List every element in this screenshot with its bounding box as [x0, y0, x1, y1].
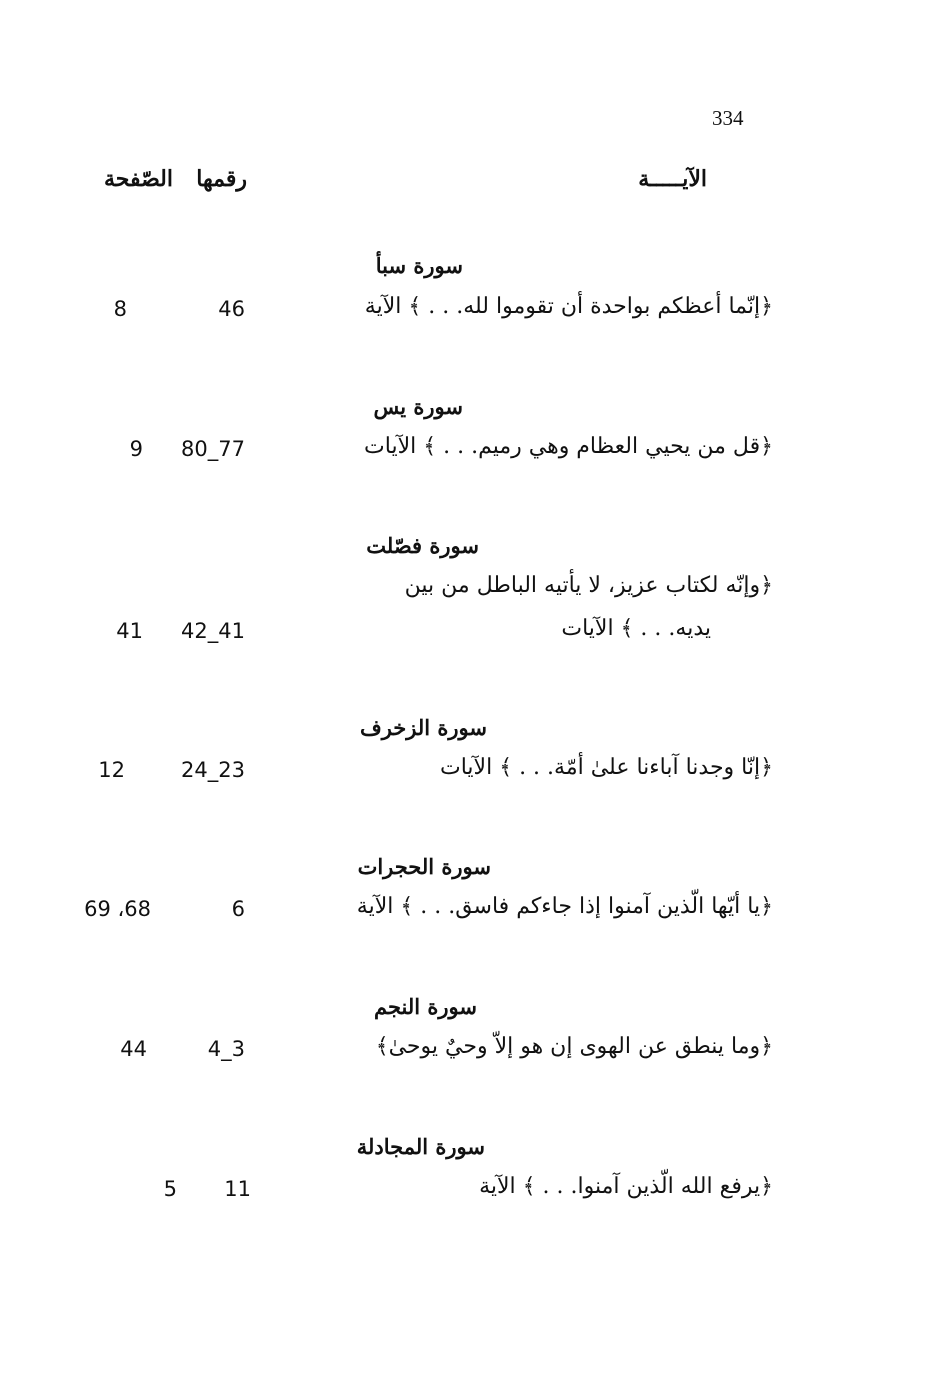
verse-number: 46: [218, 297, 245, 321]
surah-title: سورة يس: [373, 394, 463, 419]
verse-number: 4_3: [207, 1037, 245, 1061]
verse-page: 8: [113, 297, 127, 321]
verse-page: 5: [163, 1177, 177, 1201]
verse-number: 80_77: [181, 437, 245, 461]
verse-line: ﴿وإنّه لكتاب عزيز، لا يأتيه الباطل من بين: [404, 573, 773, 598]
header-page: الصّفحة: [103, 166, 173, 192]
verse-line: ﴿يرفع الله الّذين آمنوا. . . ﴾ الآية: [479, 1174, 773, 1199]
surah-title: سورة المجادلة: [356, 1134, 485, 1159]
verse-number: 42_41: [181, 619, 245, 643]
verse-number: 6: [231, 897, 245, 921]
surah-title: سورة النجم: [373, 994, 477, 1019]
verse-page: 69 ،68: [84, 897, 151, 921]
verse-number: 24_23: [181, 758, 245, 782]
verse-line: ﴿وما ينطق عن الهوى إن هو إلاّ وحيٌ يوحىٰ﴾: [375, 1034, 773, 1059]
page-number: 334: [712, 106, 744, 130]
header-verse: الآيـــــة: [638, 166, 707, 192]
verse-page: 12: [98, 758, 125, 782]
verse-page: 41: [116, 619, 143, 643]
surah-title: سورة فصّلت: [366, 533, 479, 558]
verse-line: ﴿إنّا وجدنا آباءنا علىٰ أمّة. . . ﴾ الآيات: [440, 755, 773, 780]
header-number: رقمها: [196, 166, 247, 192]
verse-line: ﴿إنّما أعظكم بواحدة أن تقوموا لله. . . ﴾ الآية: [364, 294, 773, 319]
verse-line: يديه. . . ﴾ الآيات: [561, 616, 711, 641]
verse-line: ﴿قل من يحيي العظام وهي رميم. . . ﴾ الآيات: [364, 434, 773, 459]
verse-number: 11: [224, 1177, 251, 1201]
surah-title: سورة سبأ: [375, 253, 463, 278]
verse-line: ﴿يا أيّها الّذين آمنوا إذا جاءكم فاسق. . . ﴾ الآية: [356, 894, 773, 919]
verse-page: 9: [129, 437, 143, 461]
verse-page: 44: [120, 1037, 147, 1061]
surah-title: سورة الحجرات: [357, 854, 491, 879]
surah-title: سورة الزخرف: [359, 715, 487, 740]
